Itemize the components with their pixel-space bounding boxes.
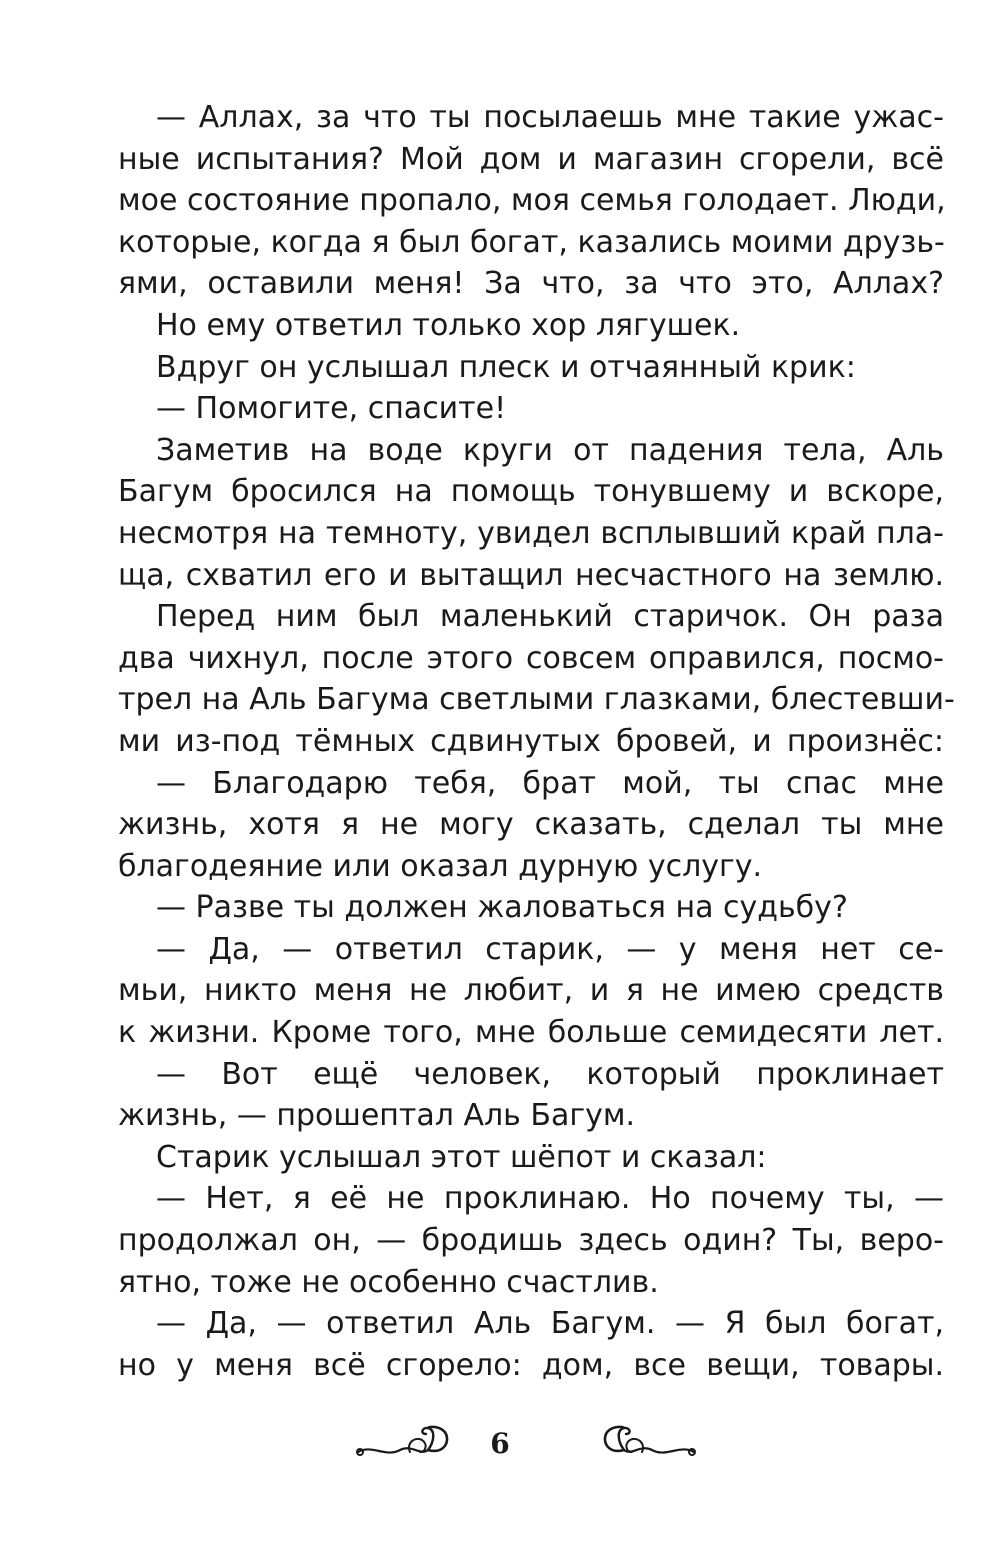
page-number: 6 bbox=[490, 1427, 510, 1460]
text-line: жизнь, — прошептал Аль Багум. bbox=[118, 1098, 636, 1134]
page-footer bbox=[0, 1418, 1000, 1474]
text-line: жизнь, хотя я не могу сказать, сделал ты мне bbox=[118, 807, 944, 843]
text-line: к жизни. Кроме того, мне больше семидесяти лет. bbox=[118, 1015, 944, 1051]
text-line: Старик услышал этот шёпот и сказал: bbox=[156, 1139, 767, 1175]
text-line: Перед ним был маленький старичок. Он раза bbox=[156, 599, 944, 635]
text-line: ща, схватил его и вытащил несчастного на землю. bbox=[118, 557, 944, 593]
text-line: несмотря на темноту, увидел всплывший край пла- bbox=[118, 515, 944, 551]
flourish-left-icon bbox=[356, 1422, 452, 1466]
text-line: Вдруг он услышал плеск и отчаянный крик: bbox=[156, 349, 856, 385]
text-line: ные испытания? Мой дом и магазин сгорели, всё bbox=[118, 141, 944, 177]
text-line: Но ему ответил только хор лягушек. bbox=[156, 307, 741, 343]
text-line: трел на Аль Багума светлыми глазками, блестевши- bbox=[118, 682, 955, 718]
body-text bbox=[118, 97, 955, 1386]
text-line: которые, когда я был богат, казались моими друзь- bbox=[118, 224, 945, 260]
text-line: мьи, никто меня не любит, и я не имею средств bbox=[118, 973, 944, 1009]
text-line: — Вот ещё человек, который проклинает bbox=[156, 1056, 944, 1092]
text-line: два чихнул, после этого совсем оправился, посмо- bbox=[118, 640, 944, 676]
flourish-right-icon bbox=[600, 1422, 696, 1466]
text-line: — Помогите, спасите! bbox=[156, 391, 507, 427]
text-line: — Нет, я её не проклинаю. Но почему ты, — bbox=[156, 1181, 944, 1217]
text-line: Заметив на воде круги от падения тела, Аль bbox=[156, 432, 944, 468]
text-line: — Благодарю тебя, брат мой, ты спас мне bbox=[156, 765, 944, 801]
text-line: ятно, тоже не особенно счастлив. bbox=[118, 1264, 659, 1300]
text-line: но у меня всё сгорело: дом, все вещи, товары. bbox=[118, 1347, 944, 1383]
text-line: ми из-под тёмных сдвинутых бровей, и произнёс: bbox=[118, 723, 944, 759]
text-line: — Разве ты должен жаловаться на судьбу? bbox=[156, 890, 848, 926]
text-line: ями, оставили меня! За что, за что это, Аллах? bbox=[118, 266, 944, 302]
text-line: Багум бросился на помощь тонувшему и вскоре, bbox=[118, 474, 944, 510]
text-line: благодеяние или оказал дурную услугу. bbox=[118, 848, 763, 884]
text-line: — Аллах, за что ты посылаешь мне такие ужас- bbox=[156, 100, 944, 135]
text-line: мое состояние пропало, моя семья голодает. Люди, bbox=[118, 183, 946, 219]
text-line: — Да, — ответил старик, — у меня нет се- bbox=[156, 931, 944, 967]
text-line: продолжал он, — бродишь здесь один? Ты, веро- bbox=[118, 1223, 944, 1259]
text-line: — Да, — ответил Аль Багум. — Я был богат, bbox=[156, 1306, 944, 1342]
